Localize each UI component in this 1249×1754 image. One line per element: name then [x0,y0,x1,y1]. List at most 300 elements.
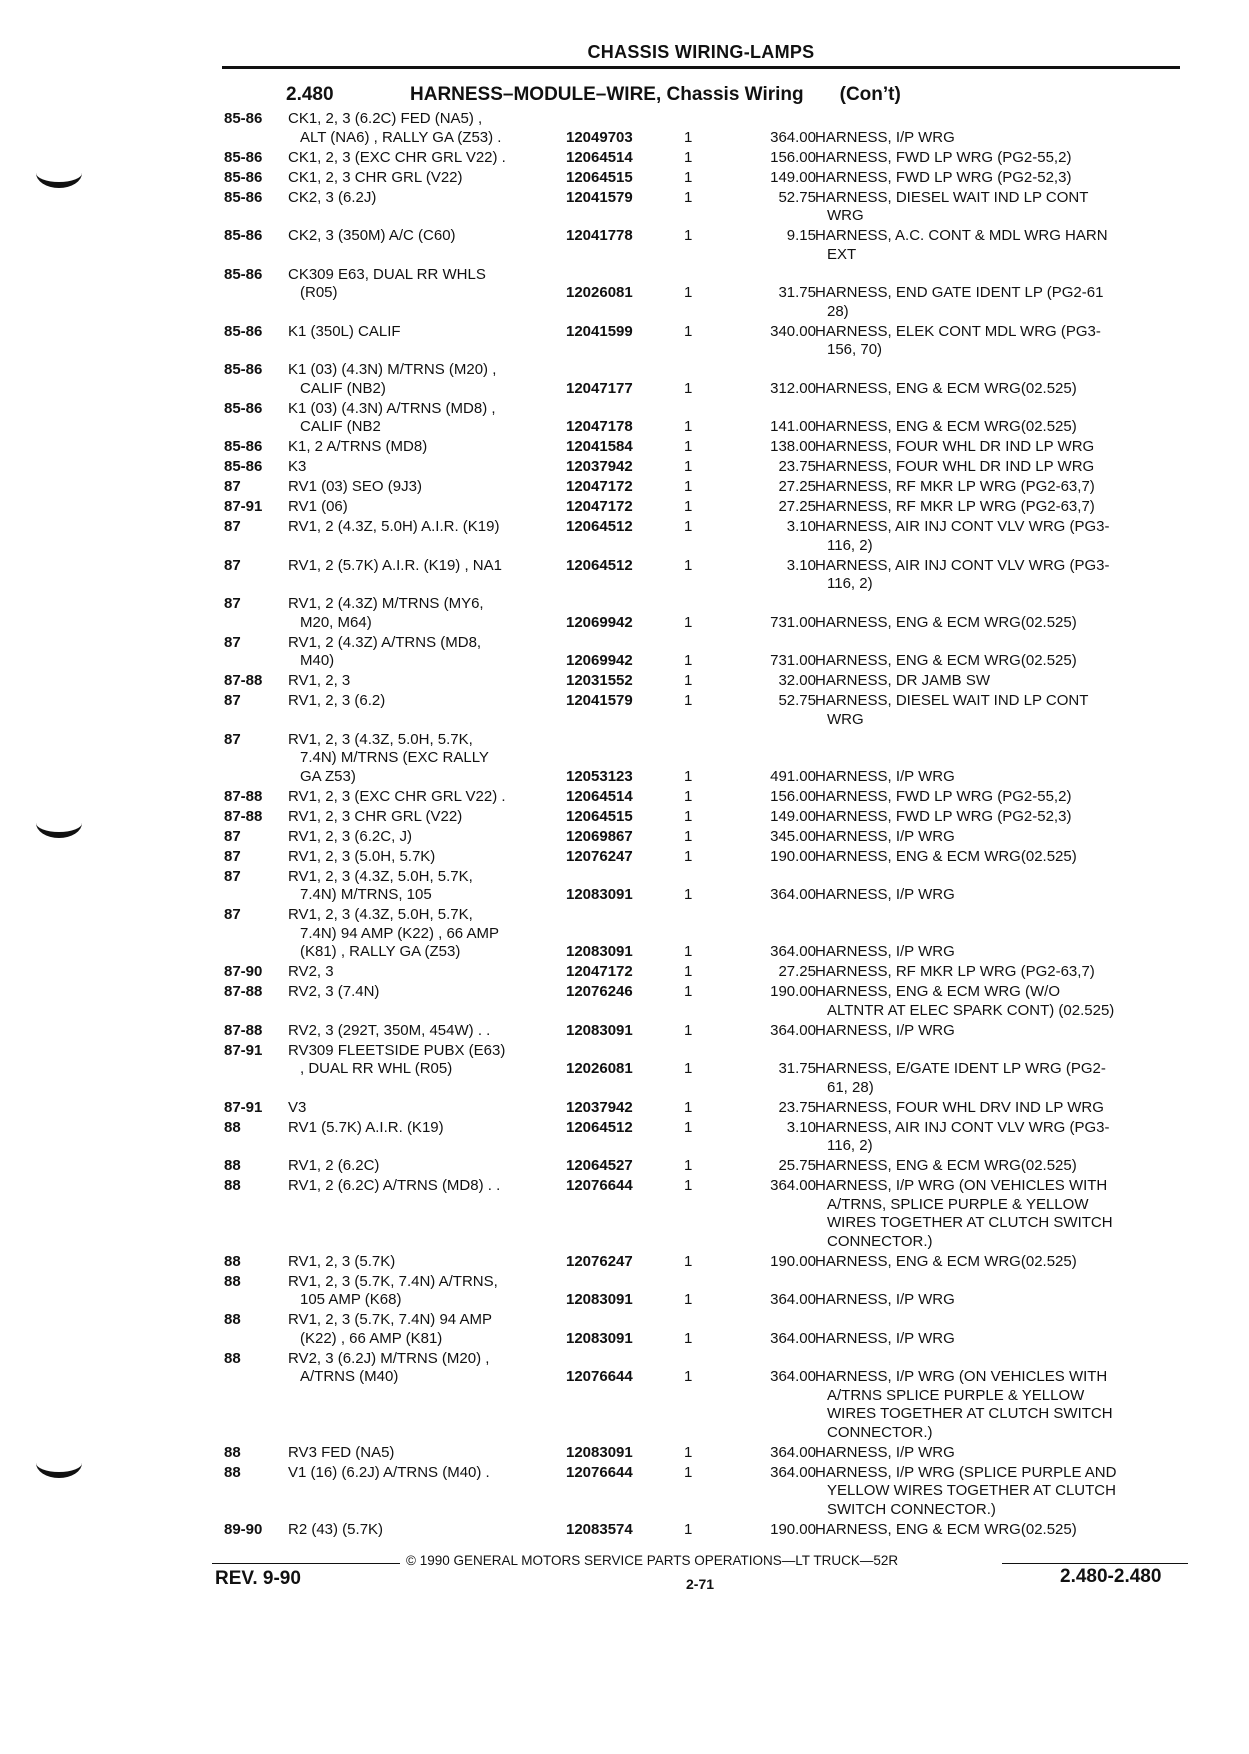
application-line: ALT (NA6) , RALLY GA (Z53) . [300,128,502,146]
quantity: 1 [684,478,693,495]
application-line: GA Z53) [300,767,356,785]
application [288,323,401,342]
price: 149.00 [770,168,816,186]
model-years: 87 [224,518,241,535]
model-years: 85-86 [224,148,263,166]
price: 31.75 [778,1060,816,1077]
description-line: CONNECTOR.) [827,1423,933,1441]
application [288,478,422,497]
application [288,1521,383,1540]
application-line: 7.4N) M/TRNS, 105 [300,886,432,903]
description [815,458,1180,477]
price: 27.25 [778,498,816,515]
application [288,672,350,691]
description-line: HARNESS, RF MKR LP WRG (PG2-63,7) [815,478,1095,495]
application-line: RV1, 2 (4.3Z) M/TRNS (MY6, [288,595,484,612]
price: 340.00 [770,322,816,340]
footer-revision: REV. 9-90 [215,1568,301,1589]
description-line: HARNESS, I/P WRG [815,886,955,903]
model-years: 85-86 [224,399,263,417]
description-line: HARNESS, ELEK CONT MDL WRG (PG3- [815,322,1101,340]
model-years: 87-88 [224,787,263,805]
description-line: A/TRNS, SPLICE PURPLE & YELLOW [827,1195,1089,1213]
description-line: HARNESS, END GATE IDENT LP (PG2-61 [815,284,1104,301]
description-line: HARNESS, I/P WRG [815,128,955,146]
part-number: 12076246 [566,983,633,1000]
quantity: 1 [684,227,693,244]
description-line: 116, 2) [827,575,873,592]
price: 364.00 [770,1368,816,1385]
application [288,808,462,827]
parts-list [222,110,1180,1541]
description-line: EXT [827,245,857,263]
application-line: K1 (03) (4.3N) A/TRNS (MD8) , [288,399,496,417]
description [815,788,1180,807]
application-line: RV2, 3 [288,963,334,980]
description [815,692,1180,729]
quantity: 1 [684,1177,693,1194]
parts-row [222,110,1180,149]
description [815,478,1180,497]
footer-rule-right [1002,1563,1188,1564]
model-years: 88 [224,1252,241,1270]
price: 364.00 [770,886,816,903]
price: 364.00 [770,1463,816,1481]
quantity: 1 [684,1520,693,1538]
binder-hole-bottom [36,1448,82,1478]
model-years: 87-91 [224,498,263,515]
description-line: HARNESS, RF MKR LP WRG (PG2-63,7) [815,963,1095,980]
parts-row [222,672,1180,692]
quantity: 1 [684,613,693,631]
description-line: HARNESS, ENG & ECM WRG(02.525) [815,613,1077,631]
part-number: 12041579 [566,188,633,206]
parts-row [222,906,1180,963]
parts-row [222,848,1180,868]
quantity: 1 [684,1463,693,1481]
model-years: 87 [224,730,241,748]
application [288,1273,498,1310]
description [815,672,1180,691]
model-years: 87 [224,633,241,651]
model-years: 85-86 [224,110,263,127]
description-line: 156, 70) [827,341,883,358]
parts-row [222,828,1180,848]
description-line: WIRES TOGETHER AT CLUTCH SWITCH [827,1214,1113,1231]
quantity: 1 [684,787,693,805]
quantity: 1 [684,1118,693,1136]
part-number: 12083574 [566,1520,633,1538]
model-years: 87-88 [224,983,263,1000]
application-line: RV1, 2 (6.2C) [288,1157,380,1174]
description [815,518,1180,555]
description-line: HARNESS, AIR INJ CONT VLV WRG (PG3- [815,518,1110,535]
description [815,1253,1180,1272]
application [288,458,306,477]
part-number: 12064527 [566,1157,633,1174]
model-years: 87-90 [224,963,263,980]
model-years: 87 [224,595,241,612]
model-years: 87-91 [224,1098,263,1116]
parts-row [222,169,1180,189]
application [288,848,435,867]
description-line: WIRES TOGETHER AT CLUTCH SWITCH [827,1405,1113,1422]
model-years: 87 [224,906,241,923]
application-line: RV1, 2, 3 (4.3Z, 5.0H, 5.7K, [288,867,473,885]
description-line: HARNESS, AIR INJ CONT VLV WRG (PG3- [815,1118,1110,1136]
description-line: ALTNTR AT ELEC SPARK CONT) (02.525) [827,1001,1115,1019]
description [815,1022,1180,1041]
application [288,595,484,632]
application-line: RV1, 2, 3 (5.7K, 7.4N) 94 AMP [288,1311,492,1328]
price: 52.75 [778,692,816,709]
parts-row [222,963,1180,983]
application [288,983,379,1002]
application [288,634,481,671]
description [815,1464,1180,1520]
quantity: 1 [684,827,693,845]
description-line: HARNESS, ENG & ECM WRG(02.525) [815,1520,1077,1538]
model-years: 88 [224,1118,241,1136]
quantity: 1 [684,1252,693,1270]
description [815,1444,1180,1463]
description-line: HARNESS, I/P WRG [815,1021,955,1039]
model-years: 88 [224,1349,241,1367]
parts-row [222,983,1180,1022]
quantity: 1 [684,692,693,709]
model-years: 88 [224,1311,241,1328]
price: 156.00 [770,787,816,805]
parts-row [222,1119,1180,1158]
section-title: HARNESS–MODULE–WIRE, Chassis Wiring [410,84,804,105]
application [288,1311,492,1348]
quantity: 1 [684,943,693,960]
quantity: 1 [684,418,693,435]
model-years: 85-86 [224,227,263,244]
part-number: 12076644 [566,1368,633,1385]
model-years: 87-91 [224,1041,263,1059]
description [815,1330,1180,1349]
quantity: 1 [684,807,693,825]
quantity: 1 [684,1021,693,1039]
price: 141.00 [770,418,816,435]
parts-row [222,361,1180,400]
application-line: CALIF (NB2) [300,379,386,397]
parts-row [222,1099,1180,1119]
quantity: 1 [684,1098,693,1116]
parts-row [222,1464,1180,1521]
application [288,731,489,787]
application [288,438,427,457]
application [288,400,496,437]
part-number: 12069942 [566,613,633,631]
description-line: SWITCH CONNECTOR.) [827,1500,996,1518]
description-line: HARNESS, FWD LP WRG (PG2-52,3) [815,168,1072,186]
price: 190.00 [770,1520,816,1538]
parts-row [222,1521,1180,1541]
description-line: HARNESS, FWD LP WRG (PG2-52,3) [815,807,1072,825]
part-number: 12083091 [566,886,633,903]
description-line: HARNESS, I/P WRG [815,767,955,785]
application-line: CK1, 2, 3 (6.2C) FED (NA5) , [288,110,483,127]
section-continued: (Con’t) [839,84,901,105]
application-line: (K81) , RALLY GA (Z53) [300,943,461,960]
description [815,557,1180,594]
parts-row [222,1042,1180,1099]
description [815,1291,1180,1310]
part-number: 12076644 [566,1177,633,1194]
part-number: 12069942 [566,652,633,669]
model-years: 88 [224,1443,241,1461]
description-line: HARNESS, I/P WRG [815,1291,955,1308]
quantity: 1 [684,963,693,980]
description-line: HARNESS, ENG & ECM WRG(02.525) [815,379,1077,397]
description-line: HARNESS, A.C. CONT & MDL WRG HARN [815,227,1108,244]
description [815,227,1180,264]
application-line: CK2, 3 (350M) A/C (C60) [288,227,456,244]
description [815,284,1180,321]
part-number: 12026081 [566,284,633,301]
part-number: 12041584 [566,438,633,455]
application-line: CK1, 2, 3 CHR GRL (V22) [288,168,463,186]
application [288,692,385,711]
quantity: 1 [684,1291,693,1308]
quantity: 1 [684,886,693,903]
application-line: V3 [288,1098,307,1116]
description-line: 116, 2) [827,1137,873,1154]
price: 364.00 [770,1443,816,1461]
model-years: 87 [224,692,241,709]
parts-row [222,1311,1180,1350]
description-line: HARNESS, ENG & ECM WRG(02.525) [815,847,1077,865]
price: 27.25 [778,963,816,980]
price: 25.75 [778,1157,816,1174]
application [288,1350,489,1387]
parts-row [222,731,1180,788]
description-line: HARNESS, AIR INJ CONT VLV WRG (PG3- [815,556,1110,574]
application-line: RV1 (5.7K) A.I.R. (K19) [288,1118,444,1136]
price: 364.00 [770,1021,816,1039]
parts-row [222,1157,1180,1177]
price: 364.00 [770,1329,816,1347]
model-years: 88 [224,1272,241,1290]
description-line: WRG [827,710,864,728]
quantity: 1 [684,498,693,515]
parts-row [222,1253,1180,1273]
quantity: 1 [684,518,693,535]
description-line: YELLOW WIRES TOGETHER AT CLUTCH [827,1482,1116,1499]
parts-row [222,1177,1180,1253]
application-line: RV1, 2 (4.3Z) A/TRNS (MD8, [288,633,482,651]
application-line: RV1, 2, 3 (5.7K) [288,1252,396,1270]
part-number: 12083091 [566,1291,633,1308]
price: 345.00 [770,827,816,845]
price: 149.00 [770,807,816,825]
application-line: RV1, 2, 3 (4.3Z, 5.0H, 5.7K, [288,730,473,748]
application-line: CK2, 3 (6.2J) [288,188,377,206]
parts-row [222,1444,1180,1464]
quantity: 1 [684,1157,693,1174]
description-line: HARNESS, FOUR WHL DR IND LP WRG [815,458,1095,475]
part-number: 12083091 [566,1443,633,1461]
binder-hole-middle [36,808,82,838]
application [288,1022,490,1041]
model-years: 88 [224,1157,241,1174]
description-line: CONNECTOR.) [827,1232,933,1250]
application [288,828,412,847]
description [815,808,1180,827]
description-line: HARNESS, I/P WRG [815,827,955,845]
application [288,169,463,188]
part-number: 12064514 [566,787,633,805]
part-number: 12047172 [566,498,633,515]
price: 312.00 [770,379,816,397]
quantity: 1 [684,1060,693,1077]
description-line: HARNESS, ENG & ECM WRG(02.525) [815,652,1077,669]
application [288,1253,395,1272]
parts-row [222,1022,1180,1042]
model-years: 85-86 [224,361,263,378]
application-line: (K22) , 66 AMP (K81) [300,1329,443,1347]
parts-row [222,634,1180,673]
description [815,149,1180,168]
description [815,438,1180,457]
application-line: 7.4N) M/TRNS (EXC RALLY [300,749,489,766]
quantity: 1 [684,168,693,186]
description-line: HARNESS, FWD LP WRG (PG2-55,2) [815,787,1072,805]
part-number: 12064515 [566,807,633,825]
description [815,498,1180,517]
description [815,1177,1180,1251]
application [288,1177,500,1196]
parts-row [222,1273,1180,1312]
price: 52.75 [778,188,816,206]
description [815,189,1180,226]
part-number: 12047172 [566,478,633,495]
application [288,498,348,517]
description [815,169,1180,188]
model-years: 85-86 [224,188,263,206]
binder-hole-top [36,158,82,188]
part-number: 12064512 [566,518,633,535]
model-years: 85-86 [224,168,263,186]
description [815,323,1180,360]
quantity: 1 [684,767,693,785]
description [815,828,1180,847]
parts-row [222,692,1180,731]
description-line: HARNESS, ENG & ECM WRG(02.525) [815,1252,1077,1270]
part-number: 12053123 [566,767,633,785]
application [288,963,334,982]
application [288,518,499,537]
part-number: 12031552 [566,672,633,689]
description-line: HARNESS, I/P WRG (ON VEHICLES WITH [815,1177,1108,1194]
quantity: 1 [684,652,693,669]
price: 27.25 [778,478,816,495]
part-number: 12083091 [566,1329,633,1347]
description-line: HARNESS, FOUR WHL DR IND LP WRG [815,438,1095,455]
part-number: 12069867 [566,827,633,845]
quantity: 1 [684,148,693,166]
price: 3.10 [786,518,816,535]
application-line: RV1, 2, 3 (EXC CHR GRL V22) . [288,787,506,805]
application-line: M40) [300,652,335,669]
description [815,129,1180,148]
parts-row [222,1350,1180,1444]
application-line: RV1, 2, 3 CHR GRL (V22) [288,807,463,825]
price: 190.00 [770,1252,816,1270]
description-line: WRG [827,207,864,224]
application-line: RV1, 2, 3 (6.2) [288,692,386,709]
price: 23.75 [778,458,816,475]
price: 190.00 [770,983,816,1000]
application-line: RV1 (06) [288,498,348,515]
application-line: RV309 FLEETSIDE PUBX (E63) [288,1041,506,1059]
description [815,983,1180,1020]
part-number: 12037942 [566,1098,633,1116]
price: 138.00 [770,438,816,455]
application-line: CALIF (NB2 [300,418,381,435]
description-line: HARNESS, I/P WRG (SPLICE PURPLE AND [815,1463,1117,1481]
application-line: (R05) [300,284,338,301]
model-years: 87 [224,556,241,574]
parts-row [222,438,1180,458]
quantity: 1 [684,847,693,865]
description-line: HARNESS, DIESEL WAIT IND LP CONT [815,188,1089,206]
parts-row [222,400,1180,439]
description-line: HARNESS, RF MKR LP WRG (PG2-63,7) [815,498,1095,515]
parts-row [222,227,1180,266]
part-number: 12047178 [566,418,633,435]
model-years: 87 [224,478,241,495]
application-line: , DUAL RR WHL (R05) [300,1060,453,1077]
parts-row [222,868,1180,907]
description [815,380,1180,399]
price: 364.00 [770,128,816,146]
application-line: K3 [288,458,307,475]
price: 364.00 [770,1177,816,1194]
model-years: 87-88 [224,672,263,689]
description [815,1099,1180,1118]
application-line: RV1, 2, 3 (6.2C, J) [288,827,412,845]
application-line: R2 (43) (5.7K) [288,1520,384,1538]
application [288,266,486,303]
application-line: A/TRNS (M40) [300,1368,399,1385]
application-line: 7.4N) 94 AMP (K22) , 66 AMP [300,924,499,942]
model-years: 85-86 [224,458,263,475]
application-line: RV1, 2, 3 (5.7K, 7.4N) A/TRNS, [288,1272,498,1290]
page-title: CHASSIS WIRING-LAMPS [587,42,815,62]
part-number: 12083091 [566,943,633,960]
price: 32.00 [778,672,816,689]
model-years: 85-86 [224,322,263,340]
model-years: 85-86 [224,438,263,455]
quantity: 1 [684,1329,693,1347]
description [815,614,1180,633]
description-line: HARNESS, DIESEL WAIT IND LP CONT [815,692,1089,709]
application [288,149,506,168]
model-years: 89-90 [224,1520,263,1538]
part-number: 12076644 [566,1463,633,1481]
description [815,1157,1180,1176]
description-line: HARNESS, ENG & ECM WRG(02.525) [815,418,1077,435]
quantity: 1 [684,556,693,574]
price: 3.10 [786,1118,816,1136]
application-line: RV1, 2 (6.2C) A/TRNS (MD8) . . [288,1177,501,1194]
model-years: 87 [224,867,241,885]
footer-page-number: 2-71 [686,1576,715,1592]
parts-row [222,149,1180,169]
